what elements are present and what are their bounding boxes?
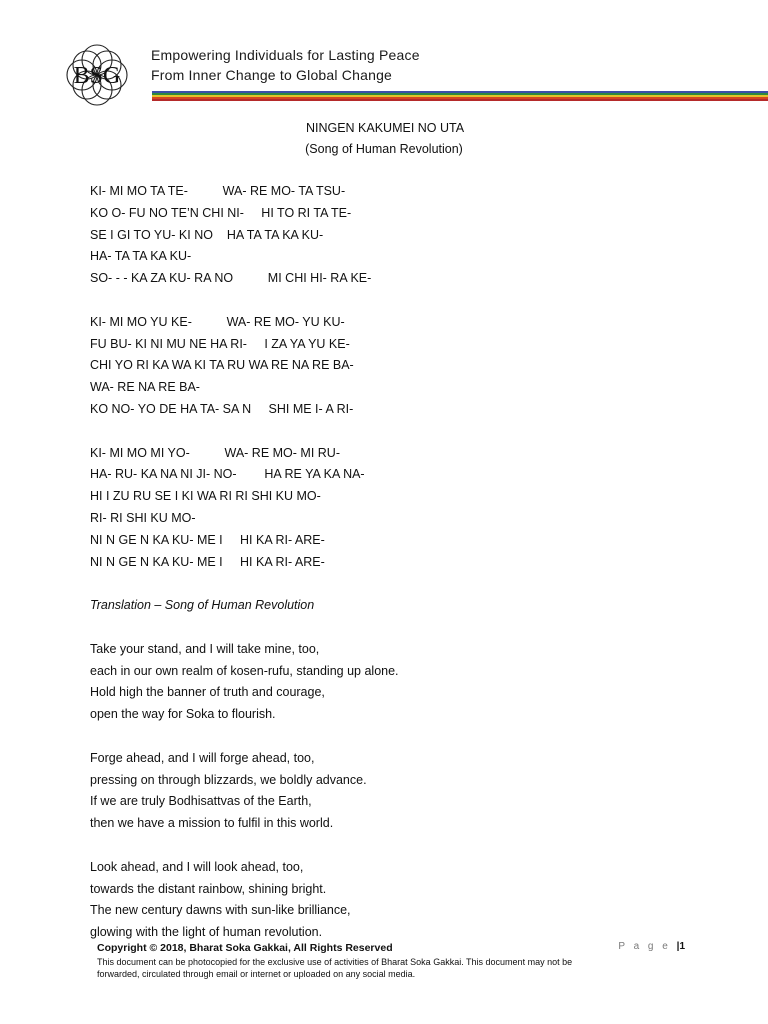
translation-stanza-1 [90,639,710,726]
lyric-line: HA- RU- KA NA NI JI- NO- HA RE YA KA NA- [90,467,365,482]
page-footer [97,940,687,980]
translation-line: pressing on through blizzards, we boldly advance. [90,772,367,787]
translation-line: Hold high the banner of truth and courage, [90,685,325,700]
stripe-band-5 [152,99,768,101]
lyric-line: KO O- FU NO TE’N CHI NI- HI TO RI TA TE- [90,205,352,220]
song-subtitle: (Song of Human Revolution) [305,142,463,156]
lyric-line: WA- RE NA RE BA- [90,380,200,395]
header-tagline [151,45,420,85]
lyric-line: SE I GI TO YU- KI NO HA TA TA KA KU- [90,227,324,242]
copyright-notice: Copyright © 2018, Bharat Soka Gakkai, All Rights Reserved [97,942,393,954]
translation-line: Forge ahead, and I will forge ahead, too, [90,750,315,765]
translation-line: Take your stand, and I will take mine, too, [90,641,320,656]
lyric-line: HA- TA TA KA KU- [90,249,192,264]
translation-line: then we have a mission to fulfil in this world. [90,816,334,831]
translation-line: The new century dawns with sun-like brilliance, [90,903,351,918]
lyric-line: KI- MI MO YU KE- WA- RE MO- YU KU- [90,314,345,329]
tagline-line-1: Empowering Individuals for Lasting Peace [151,47,420,63]
translation-title: Translation – Song of Human Revolution [90,598,315,613]
lyric-line: KO NO- YO DE HA TA- SA N SHI ME I- A RI- [90,401,354,416]
translation-line: each in our own realm of kosen-rufu, standing up alone. [90,663,399,678]
translation-line: glowing with the light of human revolution. [90,925,323,940]
lyric-line: FU BU- KI NI MU NE HA RI- I ZA YA YU KE- [90,336,350,351]
lyric-line: SO- - - KA ZA KU- RA NO MI CHI HI- RA KE- [90,271,372,286]
lyric-line: KI- MI MO TA TE- WA- RE MO- TA TSU- [90,184,346,198]
document-body [90,181,710,966]
translation-line: If we are truly Bodhisattvas of the Earth, [90,794,312,809]
page-word: P a g e [618,941,671,952]
lyric-line: CHI YO RI KA WA KI TA RU WA RE NA RE BA- [90,358,354,373]
bsg-logo [60,38,134,112]
page-number-label [618,941,685,952]
usage-notice-line-2: forwarded, circulated through email or internet or uploaded on any social media. [97,969,416,979]
song-title: NINGEN KAKUMEI NO UTA [305,121,465,135]
translation-line: towards the distant rainbow, shining bright. [90,881,327,896]
translation-stanza-2 [90,748,710,835]
page-number: 1 [679,941,685,952]
page-separator: | [676,941,680,952]
lyric-line: KI- MI MO MI YO- WA- RE MO- MI RU- [90,445,340,460]
tagline-line-2: From Inner Change to Global Change [151,67,393,83]
lyrics-stanza-2 [90,312,710,421]
lyric-line: NI N GE N KA KU- ME I HI KA RI- ARE- [90,532,325,547]
lyric-line: RI- RI SHI KU MO- [90,510,196,525]
bsg-logo-graphic [60,38,134,112]
lyrics-stanza-1 [90,181,710,290]
lyrics-stanza-3 [90,443,710,574]
song-title-block [0,118,768,160]
lyric-line: NI N GE N KA KU- ME I HI KA RI- ARE- [90,554,325,569]
translation-line: open the way for Soka to flourish. [90,707,276,722]
logo-text: BSG [73,63,121,89]
rainbow-divider [152,91,768,103]
lyric-line: HI I ZU RU SE I KI WA RI RI SHI KU MO- [90,489,321,504]
translation-line: Look ahead, and I will look ahead, too, [90,859,304,874]
translation-stanza-3 [90,857,710,944]
usage-notice-line-1: This document can be photocopied for the exclusive use of activities of Bharat Soka Gakkai. This document may not be [97,957,573,967]
